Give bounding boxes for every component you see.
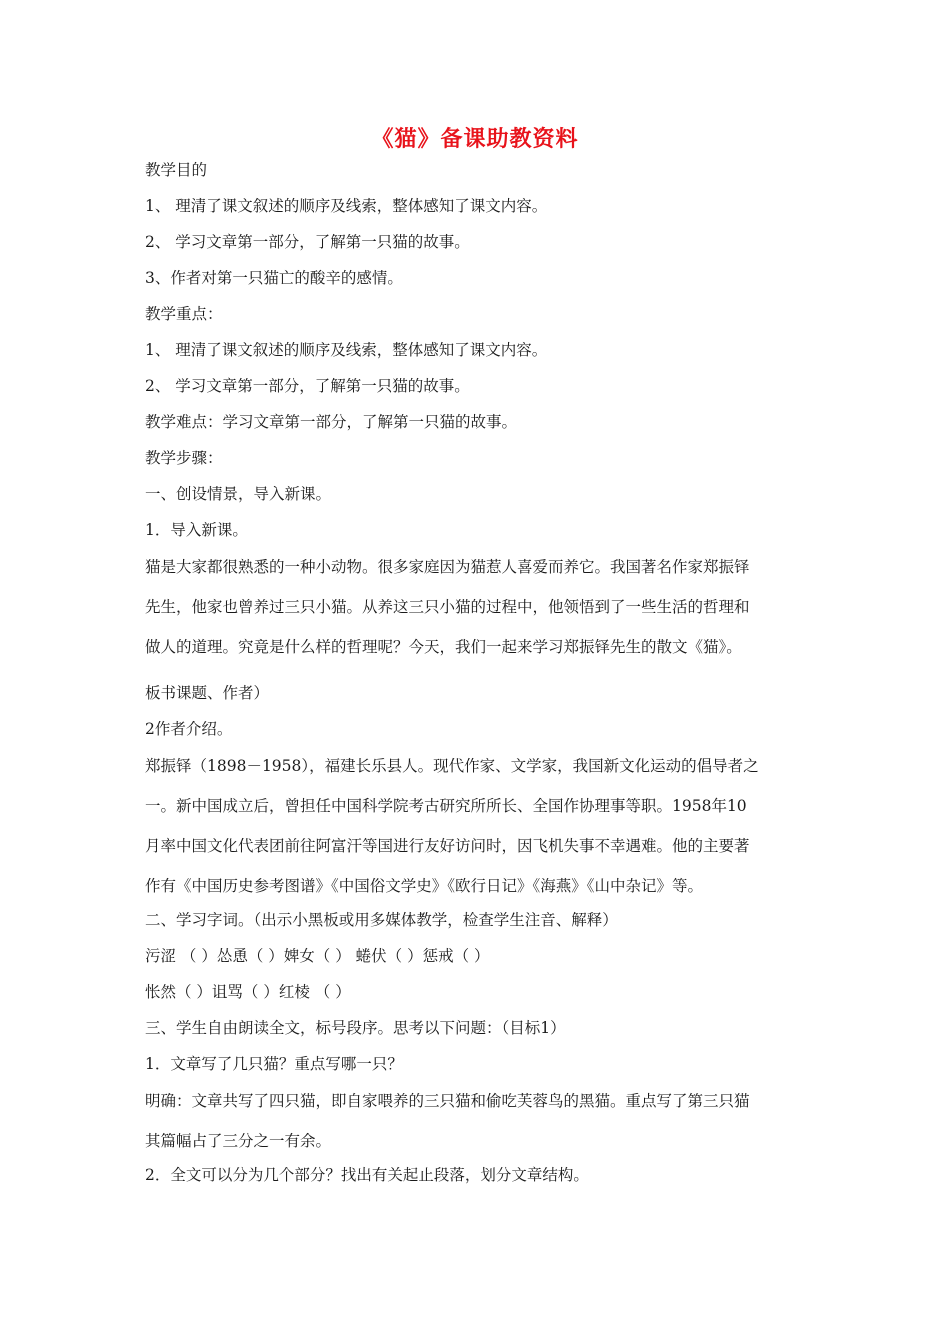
vocabulary-line: 怅然（ ）诅骂（ ）红棱 （ ） <box>145 983 351 1001</box>
paragraph-line: 做人的道理。究竟是什么样的哲理呢？今天，我们一起来学习郑振铎先生的散文《猫》。 <box>145 638 742 656</box>
paragraph-line: 一。新中国成立后，曾担任中国科学院考古研究所所长、全国作协理事等职。1958年10 <box>145 797 747 815</box>
intro-paragraph <box>145 547 810 667</box>
step-heading: 一、创设情景，导入新课。 <box>145 485 332 503</box>
document-title: 《猫》备课助教资料 <box>371 127 579 152</box>
sub-step: 1．导入新课。 <box>145 521 248 539</box>
vocabulary-line: 污涩 （ ）怂恿（ ）婢女（ ） 蜷伏（ ）惩戒（ ） <box>145 947 490 965</box>
objective-item: 1、 理清了课文叙述的顺序及线索，整体感知了课文内容。 <box>145 197 548 215</box>
section-heading-key-points: 教学重点： <box>145 305 223 323</box>
sub-step: 2作者介绍。 <box>145 720 233 738</box>
paragraph-line: 作有《中国历史参考图谱》《中国俗文学史》《欧行日记》《海燕》《山中杂记》等。 <box>145 877 704 895</box>
paragraph-line: 先生，他家也曾养过三只小猫。从养这三只小猫的过程中，他领悟到了一些生活的哲理和 <box>145 598 750 616</box>
step-heading: 二、学习字词。（出示小黑板或用多媒体教学，检查学生注音、解释） <box>145 911 618 929</box>
objective-item: 3、作者对第一只猫亡的酸辛的感情。 <box>145 269 403 287</box>
document-body <box>145 160 810 1185</box>
key-point-item: 1、 理清了课文叙述的顺序及线索，整体感知了课文内容。 <box>145 341 548 359</box>
answer-paragraph <box>145 1081 810 1161</box>
paragraph-line: 猫是大家都很熟悉的一种小动物。很多家庭因为猫惹人喜爱而养它。我国著名作家郑振铎 <box>145 558 750 576</box>
section-heading-steps: 教学步骤： <box>145 449 223 467</box>
question-line: 1．文章写了几只猫？重点写哪一只？ <box>145 1055 403 1073</box>
author-paragraph <box>145 746 810 906</box>
section-heading-objectives: 教学目的 <box>145 161 208 179</box>
difficulty-line: 教学难点：学习文章第一部分，了解第一只猫的故事。 <box>145 413 518 431</box>
paragraph-line: 郑振铎（1898－1958），福建长乐县人。现代作家、文学家，我国新文化运动的倡导者之 <box>145 757 759 775</box>
objective-item: 2、 学习文章第一部分，了解第一只猫的故事。 <box>145 233 470 251</box>
paragraph-line: 月率中国文化代表团前往阿富汗等国进行友好访问时，因飞机失事不幸遇难。他的主要著 <box>145 837 750 855</box>
step-heading: 三、学生自由朗读全文，标号段序。思考以下问题：（目标1） <box>145 1019 566 1037</box>
key-point-item: 2、 学习文章第一部分，了解第一只猫的故事。 <box>145 377 470 395</box>
paragraph-line: 其篇幅占了三分之一有余。 <box>145 1132 332 1150</box>
paragraph-line: 明确：文章共写了四只猫，即自家喂养的三只猫和偷吃芙蓉鸟的黑猫。重点写了第三只猫 <box>145 1092 750 1110</box>
question-line: 2．全文可以分为几个部分？找出有关起止段落，划分文章结构。 <box>145 1166 589 1184</box>
board-note: 板书课题、作者） <box>145 684 270 702</box>
